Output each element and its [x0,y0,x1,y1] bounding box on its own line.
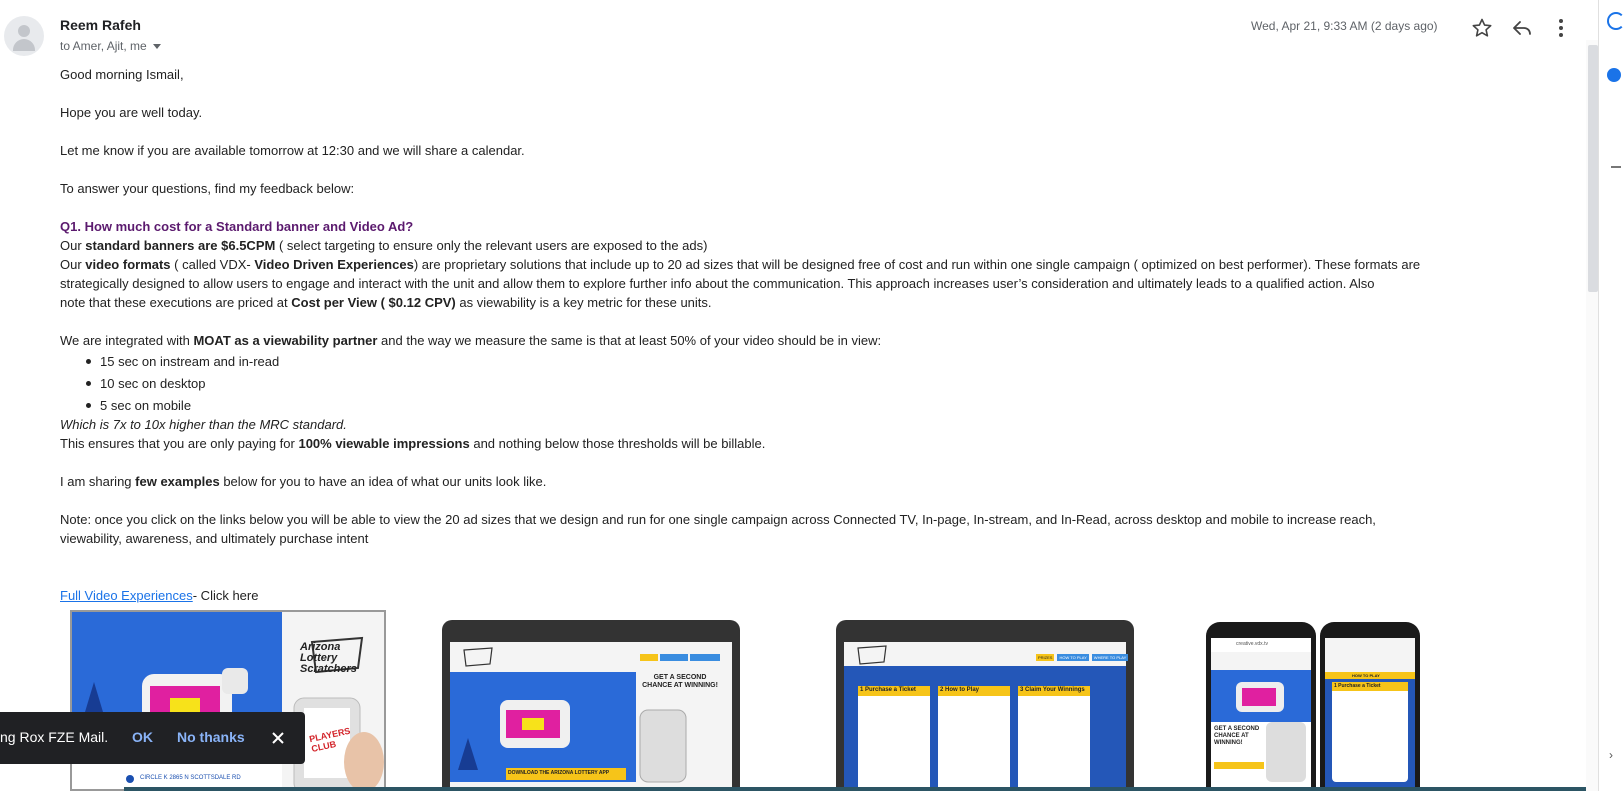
ad-players-club: PLAYERS CLUB [308,725,352,754]
ad-step: 3 Claim Your Winnings [1020,687,1085,693]
bold-text: 100% viewable impressions [298,436,470,451]
full-video-experiences-link[interactable]: Full Video Experiences [60,588,193,603]
bold-text: MOAT as a viewability partner [193,333,378,348]
text: ( select targeting to ensure only the relevant users are exposed to the ads) [275,238,708,253]
ad-thumbnail-phone-1[interactable] [1206,622,1316,791]
ad-url: creative.vdx.tv [1236,641,1268,647]
bullet-dot [86,381,91,386]
text: We are integrated with [60,333,194,348]
person-icon-body [13,39,35,51]
ad-how-to-play: HOW TO PLAY [1352,673,1380,678]
video-format-line-3 [60,293,712,312]
mrc-line [60,415,347,434]
tasks-addon-icon[interactable] [1607,68,1621,82]
ad-thumbnail-laptop-1[interactable] [442,620,740,791]
text: - Click here [192,588,259,603]
standard-banner-line [60,236,707,255]
toast-ok-button[interactable]: OK [132,729,153,745]
bullet-dot [86,403,91,408]
scrollbar-thumb[interactable] [1588,45,1598,292]
text: as viewability is a key metric for these units. [455,295,712,310]
ad-download: DOWNLOAD THE ARIZONA LOTTERY APP [508,770,610,776]
more-vert-icon[interactable] [1549,16,1573,40]
bold-text: Video Driven Experiences [254,257,414,272]
text: I am sharing [60,474,136,489]
bold-text: video formats [85,257,171,272]
bottom-bar [124,787,1586,791]
toast-no-thanks-button[interactable]: No thanks [177,729,245,745]
ad-tabs [1036,654,1128,661]
reply-icon[interactable] [1510,16,1534,40]
ad-tab: WHERE TO PLAY [1093,655,1127,660]
text: This ensures that you are only paying for [60,436,299,451]
divider [1611,166,1621,168]
bold-text: standard banners are $6.5CPM [85,238,276,253]
text: below for you to have an idea of what our units look like. [219,474,547,489]
ad-tab: PRIZES [1038,655,1053,660]
bold-text: Cost per View ( $0.12 CPV) [291,295,456,310]
ad-step: 1 Purchase a Ticket [860,687,916,693]
text: ( called VDX- [170,257,255,272]
body-line: To answer your questions, find my feedback below: [60,181,355,196]
recipients[interactable] [60,39,161,53]
sender-avatar[interactable] [4,16,44,56]
side-panel [1598,0,1624,791]
calendar-addon-icon[interactable] [1607,12,1624,30]
link-line [60,586,258,605]
recipients-text: to Amer, Ajit, me [60,39,147,53]
ad-thumbnail-phone-2[interactable] [1320,622,1420,791]
body-line: Let me know if you are available tomorrow at 12:30 and we will share a calendar. [60,143,525,158]
ad-image [72,612,386,791]
question-heading: Q1. How much cost for a Standard banner and Video Ad? [60,219,414,234]
text: ) are proprietary solutions that include up to 20 ad sizes that will be designed free of cost and run within one single campaign ( optimized on best performer). These formats are [413,257,1421,272]
close-icon[interactable] [269,729,287,747]
toast-text: ng Rox FZE Mail. [0,729,109,745]
video-format-line [60,255,1420,274]
ad-brand: Arizona Lottery Scratchers [300,641,357,675]
bold-text: few examples [135,474,220,489]
text: and nothing below those thresholds will be billable. [469,436,766,451]
ad-tab: HOW TO PLAY [1059,655,1087,660]
ad-location: CIRCLE K 2865 N SCOTTSDALE RD [140,775,241,781]
ad-step: 2 How to Play [940,687,980,693]
note-line: Note: once you click on the links below you will be able to view the 20 ad sizes that we design and run for one single campaign across Connected TV, In-page, In-stream, and In-Read, across desktop and mobile to increase reach, [60,512,1376,527]
person-icon [18,25,30,37]
ad-image [1206,622,1316,791]
collapse-icon[interactable]: › [1609,748,1613,762]
text: and the way we measure the same is that at least 50% of your video should be in view: [377,333,882,348]
ad-image [442,620,740,791]
italic-text: Which is 7x to 10x higher than the MRC standard. [60,417,347,432]
note-line-2: viewability, awareness, and ultimately purchase intent [60,531,369,546]
message-date: Wed, Apr 21, 9:33 AM (2 days ago) [1251,19,1438,33]
ad-second-chance: GET A SECOND CHANCE AT WINNING! [1214,726,1260,746]
list-item: 10 sec on desktop [100,376,206,391]
ad-image [836,620,1134,791]
sender-name[interactable]: Reem Rafeh [60,17,141,33]
list-item: 5 sec on mobile [100,398,192,413]
text: note that these executions are priced at [60,295,292,310]
share-line [60,472,546,491]
moat-line [60,331,881,350]
ad-purchase: 1 Purchase a Ticket [1334,683,1381,689]
greeting: Good morning Ismail, [60,67,184,82]
bullet-dot [86,359,91,364]
ad-thumbnail-laptop-2[interactable] [836,620,1134,791]
star-icon[interactable] [1470,16,1494,40]
chevron-down-icon[interactable] [153,44,161,49]
toast-notification [0,712,305,764]
text: Our [60,257,86,272]
ad-headline: GET A SECOND CHANCE AT WINNING! [642,674,718,689]
video-format-line-2: strategically designed to allow users to engage and interact with the unit and allow them to explore further info about the communication. This approach increases user’s consideration and ultimately leads to a qualified action. Also [60,276,1375,291]
text: Our [60,238,86,253]
list-item: 15 sec on instream and in-read [100,354,280,369]
body-line: Hope you are well today. [60,105,203,120]
ensure-line [60,434,765,453]
ad-image [1320,622,1420,791]
